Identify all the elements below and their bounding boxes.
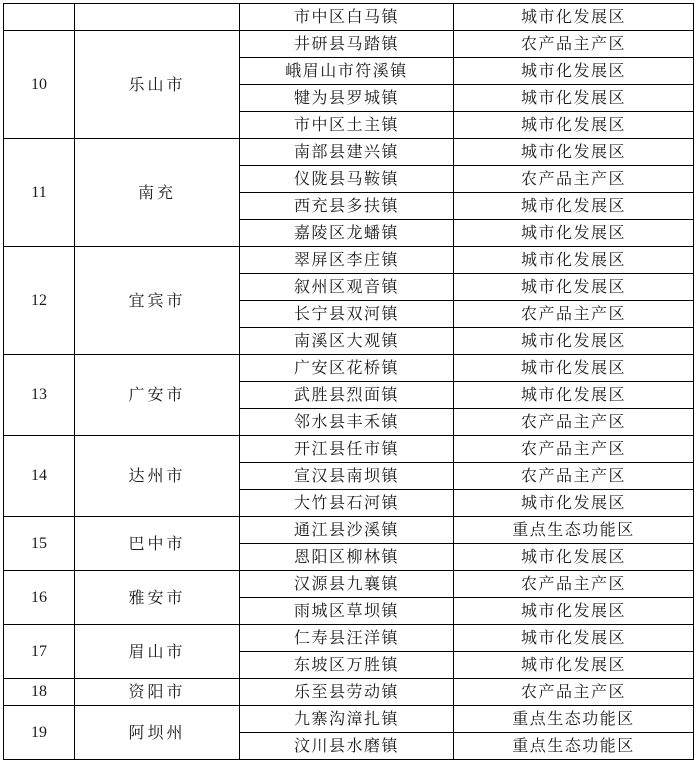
city-name: 宜宾市 xyxy=(75,247,240,355)
town-name: 西充县多扶镇 xyxy=(240,193,454,220)
town-name: 邻水县丰禾镇 xyxy=(240,409,454,436)
group-number: 16 xyxy=(4,571,75,625)
table-row xyxy=(4,436,694,463)
zone-type: 城市化发展区 xyxy=(454,544,694,571)
town-name: 开江县任市镇 xyxy=(240,436,454,463)
zone-type: 农产品主产区 xyxy=(454,463,694,490)
town-name: 叙州区观音镇 xyxy=(240,274,454,301)
zone-type: 农产品主产区 xyxy=(454,679,694,706)
group-number: 13 xyxy=(4,355,75,436)
table-row xyxy=(4,139,694,166)
zone-type: 城市化发展区 xyxy=(454,220,694,247)
zone-type: 城市化发展区 xyxy=(454,274,694,301)
town-name: 乐至县劳动镇 xyxy=(240,679,454,706)
zone-type: 城市化发展区 xyxy=(454,490,694,517)
zone-type: 农产品主产区 xyxy=(454,436,694,463)
city-name: 眉山市 xyxy=(75,625,240,679)
town-name: 九寨沟漳扎镇 xyxy=(240,706,454,733)
group-number: 12 xyxy=(4,247,75,355)
table-row xyxy=(4,355,694,382)
town-name: 通江县沙溪镇 xyxy=(240,517,454,544)
table-row xyxy=(4,571,694,598)
city-name: 广安市 xyxy=(75,355,240,436)
zone-type: 城市化发展区 xyxy=(454,247,694,274)
group-number: 11 xyxy=(4,139,75,247)
city-name: 南充 xyxy=(75,139,240,247)
town-name: 嘉陵区龙蟠镇 xyxy=(240,220,454,247)
zone-type: 城市化发展区 xyxy=(454,139,694,166)
town-name: 汶川县水磨镇 xyxy=(240,733,454,760)
city-name: 达州市 xyxy=(75,436,240,517)
town-name: 翠屏区李庄镇 xyxy=(240,247,454,274)
town-name: 雨城区草坝镇 xyxy=(240,598,454,625)
table-row xyxy=(4,706,694,733)
group-number: 19 xyxy=(4,706,75,760)
zone-type: 城市化发展区 xyxy=(454,652,694,679)
city-name: 巴中市 xyxy=(75,517,240,571)
town-name: 市中区土主镇 xyxy=(240,112,454,139)
table-row xyxy=(4,247,694,274)
town-name: 东坡区万胜镇 xyxy=(240,652,454,679)
table-row xyxy=(4,679,694,706)
city-name: 乐山市 xyxy=(75,31,240,139)
town-name: 恩阳区柳林镇 xyxy=(240,544,454,571)
town-name: 长宁县双河镇 xyxy=(240,301,454,328)
town-name: 南溪区大观镇 xyxy=(240,328,454,355)
group-number: 17 xyxy=(4,625,75,679)
zone-type: 重点生态功能区 xyxy=(454,733,694,760)
town-name: 仁寿县汪洋镇 xyxy=(240,625,454,652)
zone-type: 农产品主产区 xyxy=(454,31,694,58)
town-name: 南部县建兴镇 xyxy=(240,139,454,166)
zone-type: 城市化发展区 xyxy=(454,625,694,652)
zone-type: 城市化发展区 xyxy=(454,382,694,409)
zone-type: 重点生态功能区 xyxy=(454,517,694,544)
zone-type: 城市化发展区 xyxy=(454,85,694,112)
zone-type: 城市化发展区 xyxy=(454,355,694,382)
group-number: 18 xyxy=(4,679,75,706)
zone-type: 城市化发展区 xyxy=(454,598,694,625)
table-row xyxy=(4,625,694,652)
table-row xyxy=(4,31,694,58)
group-number: 14 xyxy=(4,436,75,517)
table-row xyxy=(4,4,694,31)
zone-type: 城市化发展区 xyxy=(454,112,694,139)
group-number: 10 xyxy=(4,31,75,139)
city-name: 资阳市 xyxy=(75,679,240,706)
zone-type: 城市化发展区 xyxy=(454,193,694,220)
table-row xyxy=(4,517,694,544)
town-name: 犍为县罗城镇 xyxy=(240,85,454,112)
town-name: 市中区白马镇 xyxy=(240,4,454,31)
zone-type: 城市化发展区 xyxy=(454,328,694,355)
group-number xyxy=(4,4,75,31)
town-name: 井研县马踏镇 xyxy=(240,31,454,58)
zone-type: 城市化发展区 xyxy=(454,58,694,85)
city-name: 阿坝州 xyxy=(75,706,240,760)
city-name xyxy=(75,4,240,31)
town-name: 广安区花桥镇 xyxy=(240,355,454,382)
group-number: 15 xyxy=(4,517,75,571)
town-name: 宣汉县南坝镇 xyxy=(240,463,454,490)
zone-type: 农产品主产区 xyxy=(454,571,694,598)
zone-type: 农产品主产区 xyxy=(454,409,694,436)
town-name: 仪陇县马鞍镇 xyxy=(240,166,454,193)
town-name: 汉源县九襄镇 xyxy=(240,571,454,598)
table-body xyxy=(4,4,694,760)
city-name: 雅安市 xyxy=(75,571,240,625)
town-zone-table xyxy=(3,3,694,760)
town-name: 武胜县烈面镇 xyxy=(240,382,454,409)
town-name: 大竹县石河镇 xyxy=(240,490,454,517)
zone-type: 重点生态功能区 xyxy=(454,706,694,733)
town-name: 峨眉山市符溪镇 xyxy=(240,58,454,85)
zone-type: 农产品主产区 xyxy=(454,166,694,193)
zone-type: 城市化发展区 xyxy=(454,4,694,31)
zone-type: 农产品主产区 xyxy=(454,301,694,328)
